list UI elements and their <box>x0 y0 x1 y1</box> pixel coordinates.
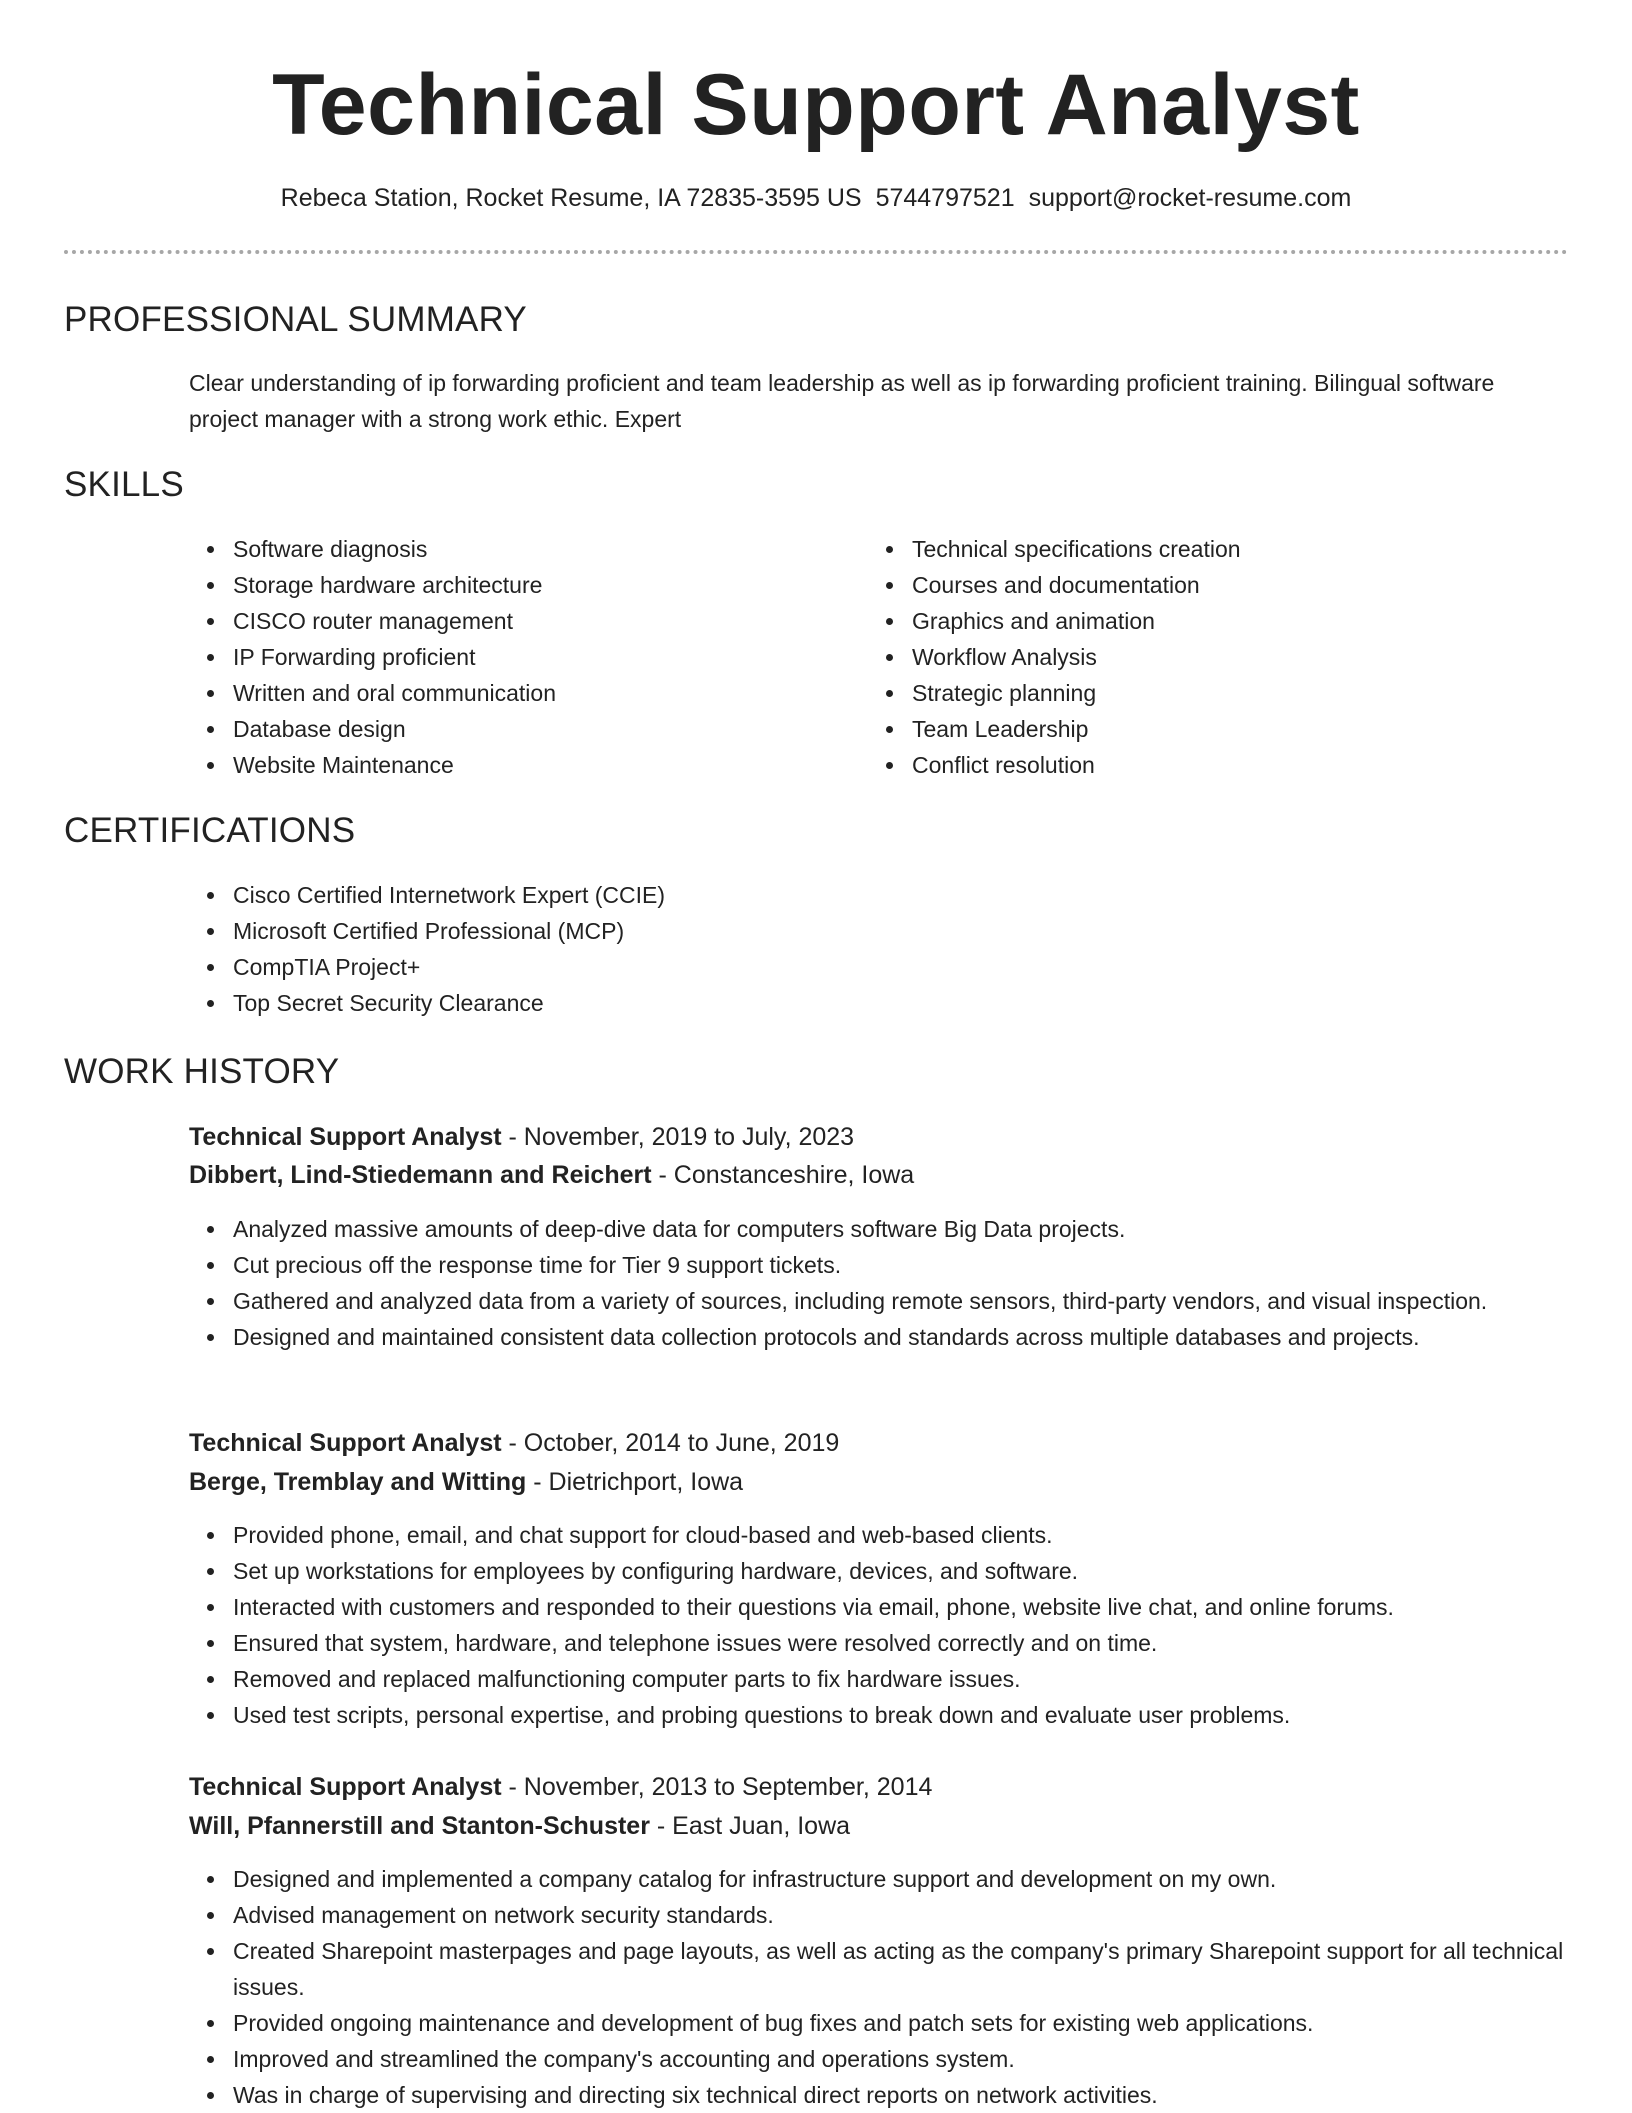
job-title-line <box>189 1424 839 1462</box>
job-location: - Dietrichport, Iowa <box>526 1468 744 1496</box>
summary-heading: PROFESSIONAL SUMMARY <box>64 300 527 339</box>
header-divider <box>64 250 1568 254</box>
job-location: - Constanceshire, Iowa <box>651 1161 915 1189</box>
job-bullet: Set up workstations for employees by configuring hardware, devices, and software. <box>189 1553 1569 1589</box>
job-bullet: Improved and streamlined the company's accounting and operations system. <box>189 2041 1569 2077</box>
skill-item: Website Maintenance <box>189 747 829 783</box>
job-title-line <box>189 1768 932 1806</box>
job-bullet: Gathered and analyzed data from a variety of sources, including remote sensors, third-party vendors, and visual inspection. <box>189 1283 1569 1319</box>
job-bullet: Advised management on network security standards. <box>189 1897 1569 1933</box>
certification-item: Cisco Certified Internetwork Expert (CCIE) <box>189 877 1559 913</box>
job-role: Technical Support Analyst <box>189 1123 502 1151</box>
contact-phone: 5744797521 <box>875 184 1015 212</box>
job-role: Technical Support Analyst <box>189 1429 502 1457</box>
job-company-line <box>189 1156 914 1194</box>
job-bullet: Ensured that system, hardware, and telephone issues were resolved correctly and on time. <box>189 1625 1569 1661</box>
job-bullet: Cut precious off the response time for Tier 9 support tickets. <box>189 1247 1569 1283</box>
job-bullet: Designed and maintained consistent data collection protocols and standards across multiple databases and projects. <box>189 1319 1569 1355</box>
contact-line <box>0 180 1632 216</box>
skill-item: Storage hardware architecture <box>189 567 829 603</box>
certifications-heading: CERTIFICATIONS <box>64 811 356 850</box>
job-company-line <box>189 1463 743 1501</box>
skill-item: Database design <box>189 711 829 747</box>
skill-item: Conflict resolution <box>868 747 1558 783</box>
job-bullet: Was in charge of supervising and directing six technical direct reports on network activities. <box>189 2077 1569 2113</box>
job-dates: - November, 2019 to July, 2023 <box>501 1123 855 1151</box>
job-bullets <box>189 1211 1569 1355</box>
summary-text: Clear understanding of ip forwarding proficient and team leadership as well as ip forwarding proficient training. Bilingual software project manager with a strong work ethic. Expert <box>189 370 1495 432</box>
skills-list-left <box>189 531 829 783</box>
skill-item: Graphics and animation <box>868 603 1558 639</box>
job-role: Technical Support Analyst <box>189 1773 502 1801</box>
skills-heading: SKILLS <box>64 465 184 504</box>
job-company: Berge, Tremblay and Witting <box>189 1468 527 1496</box>
job-dates: - November, 2013 to September, 2014 <box>501 1773 933 1801</box>
certification-item: Top Secret Security Clearance <box>189 985 1559 1021</box>
skill-item: IP Forwarding proficient <box>189 639 829 675</box>
work-history-heading: WORK HISTORY <box>64 1052 340 1091</box>
resume-name: Technical Support Analyst <box>272 57 1360 153</box>
job-company-line <box>189 1807 850 1845</box>
skill-item: Workflow Analysis <box>868 639 1558 675</box>
job-location: - East Juan, Iowa <box>649 1812 851 1840</box>
job-title-line <box>189 1118 854 1156</box>
job-bullet: Designed and implemented a company catalog for infrastructure support and development on my own. <box>189 1861 1569 1897</box>
job-bullet: Created Sharepoint masterpages and page layouts, as well as acting as the company's primary Sharepoint support for all technical issues. <box>189 1933 1569 2005</box>
job-bullet: Used test scripts, personal expertise, and probing questions to break down and evaluate user problems. <box>189 1697 1569 1733</box>
skill-item: Strategic planning <box>868 675 1558 711</box>
job-bullet: Interacted with customers and responded to their questions via email, phone, website live chat, and online forums. <box>189 1589 1569 1625</box>
skill-item: Written and oral communication <box>189 675 829 711</box>
skill-item: Technical specifications creation <box>868 531 1558 567</box>
job-bullet: Provided phone, email, and chat support for cloud-based and web-based clients. <box>189 1517 1569 1553</box>
job-dates: - October, 2014 to June, 2019 <box>501 1429 840 1457</box>
certification-item: Microsoft Certified Professional (MCP) <box>189 913 1559 949</box>
job-bullets <box>189 1861 1569 2113</box>
skill-item: Software diagnosis <box>189 531 829 567</box>
skill-item: Courses and documentation <box>868 567 1558 603</box>
contact-email: support@rocket-resume.com <box>1028 184 1352 212</box>
job-company: Will, Pfannerstill and Stanton-Schuster <box>189 1812 650 1840</box>
skills-list-right <box>868 531 1558 783</box>
job-bullet: Removed and replaced malfunctioning computer parts to fix hardware issues. <box>189 1661 1569 1697</box>
job-bullets <box>189 1517 1569 1733</box>
certification-item: CompTIA Project+ <box>189 949 1559 985</box>
certifications-list <box>189 877 1559 1021</box>
skill-item: Team Leadership <box>868 711 1558 747</box>
job-bullet: Provided ongoing maintenance and development of bug fixes and patch sets for existing web applications. <box>189 2005 1569 2041</box>
skill-item: CISCO router management <box>189 603 829 639</box>
job-company: Dibbert, Lind-Stiedemann and Reichert <box>189 1161 652 1189</box>
job-bullet: Analyzed massive amounts of deep-dive data for computers software Big Data projects. <box>189 1211 1569 1247</box>
contact-address: Rebeca Station, Rocket Resume, IA 72835-3595 US <box>280 184 862 212</box>
